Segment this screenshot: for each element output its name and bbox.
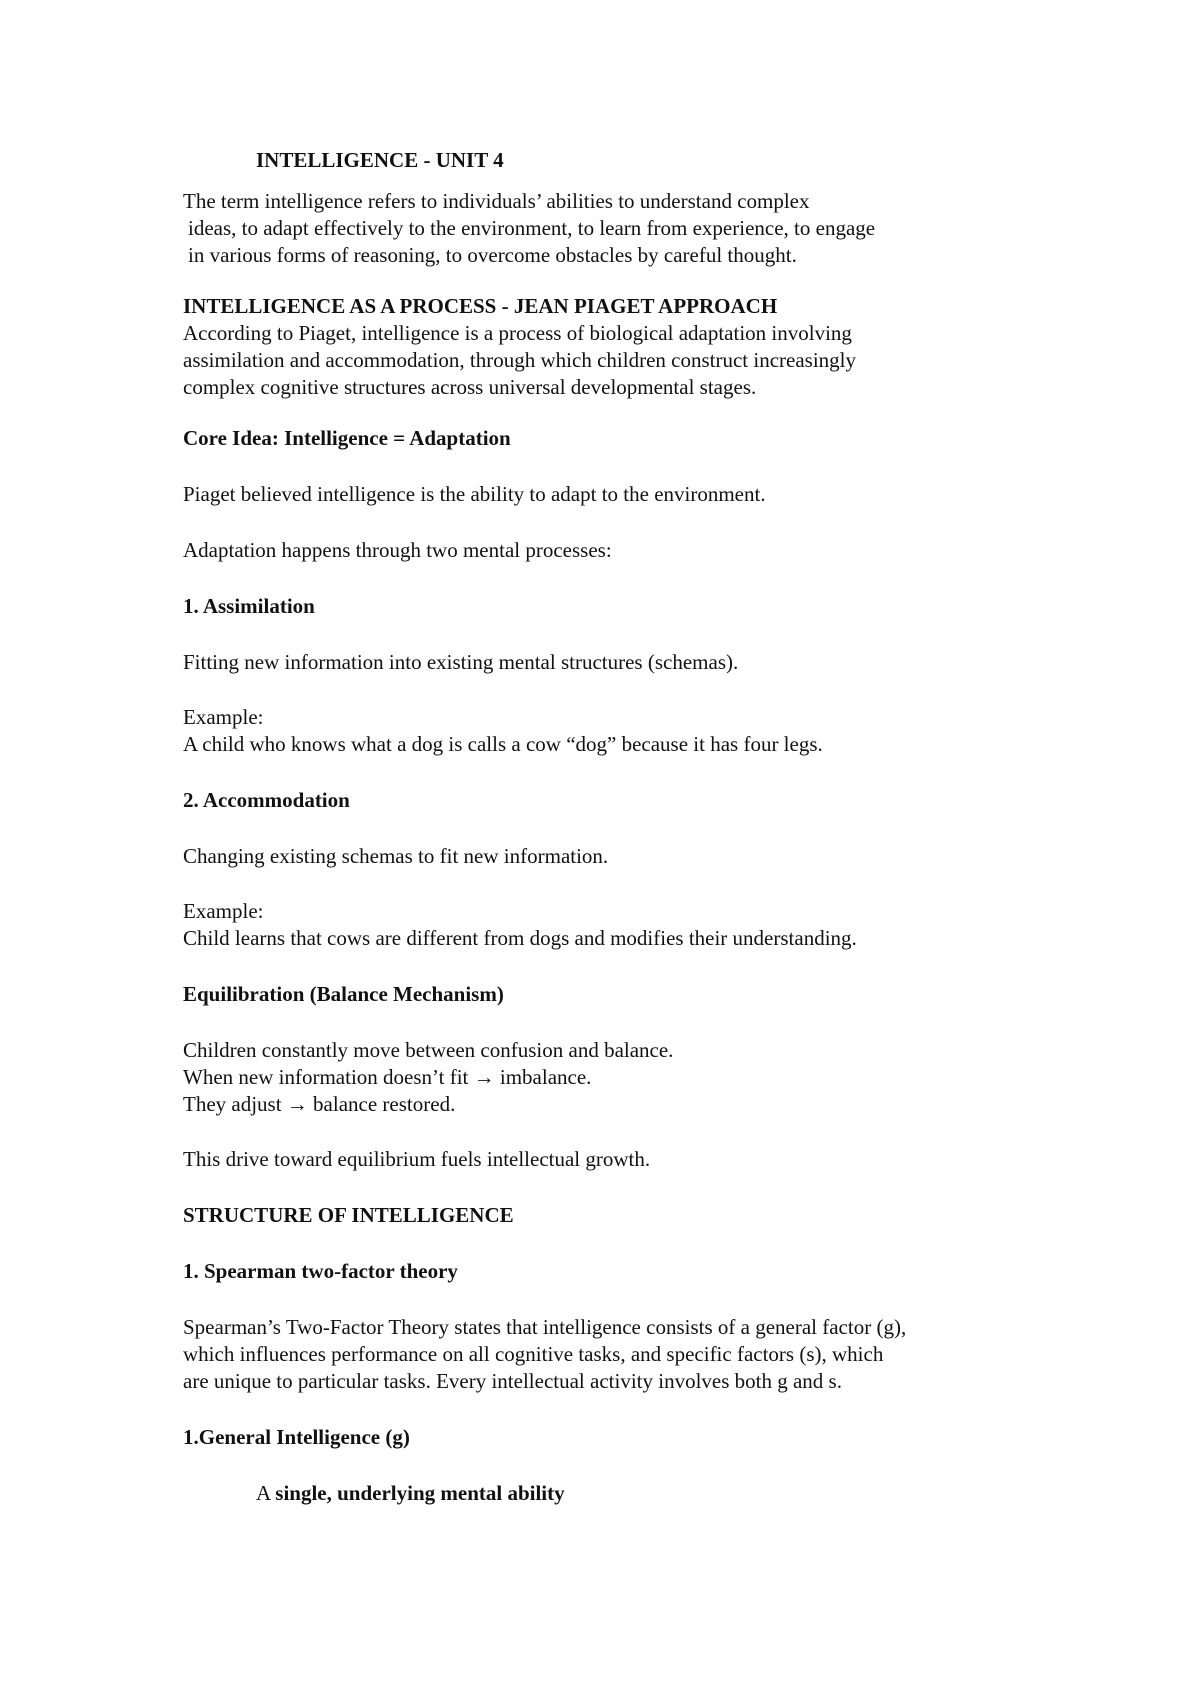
piaget-definition-line-1: According to Piaget, intelligence is a process of biological adaptation involving bbox=[183, 321, 852, 345]
spearman-heading: 1. Spearman two-factor theory bbox=[183, 1259, 458, 1283]
core-idea-heading: Core Idea: Intelligence = Adaptation bbox=[183, 426, 511, 450]
equilibration-summary: This drive toward equilibrium fuels intellectual growth. bbox=[183, 1147, 651, 1171]
accommodation-heading: 2. Accommodation bbox=[183, 788, 350, 812]
general-intelligence-point bbox=[256, 1480, 565, 1506]
adaptation-text: Adaptation happens through two mental processes: bbox=[183, 538, 612, 562]
spearman-text-line-2: which influences performance on all cognitive tasks, and specific factors (s), which bbox=[183, 1342, 884, 1366]
assimilation-text: Fitting new information into existing mental structures (schemas). bbox=[183, 650, 739, 674]
equilibration-line-3: They adjust → balance restored. bbox=[183, 1092, 456, 1116]
general-point-prefix: A bbox=[256, 1481, 276, 1505]
intro-line-1: The term intelligence refers to individuals’ abilities to understand complex bbox=[183, 189, 810, 213]
structure-heading: STRUCTURE OF INTELLIGENCE bbox=[183, 1203, 514, 1227]
assimilation-example-label: Example: bbox=[183, 705, 264, 729]
general-intelligence-heading: 1.General Intelligence (g) bbox=[183, 1425, 410, 1449]
spearman-text-line-3: are unique to particular tasks. Every intellectual activity involves both g and s. bbox=[183, 1369, 842, 1393]
equilibration-line-2: When new information doesn’t fit → imbalance. bbox=[183, 1065, 592, 1089]
equilibration-heading: Equilibration (Balance Mechanism) bbox=[183, 982, 504, 1006]
general-point-bold: single, underlying mental ability bbox=[275, 1481, 565, 1505]
spearman-text-line-1: Spearman’s Two-Factor Theory states that intelligence consists of a general factor (g), bbox=[183, 1315, 907, 1339]
core-idea-text: Piaget believed intelligence is the ability to adapt to the environment. bbox=[183, 482, 766, 506]
intro-line-3: in various forms of reasoning, to overcome obstacles by careful thought. bbox=[188, 243, 797, 267]
document-title: INTELLIGENCE - UNIT 4 bbox=[256, 148, 504, 172]
accommodation-example-label: Example: bbox=[183, 899, 264, 923]
equilibration-line-1: Children constantly move between confusion and balance. bbox=[183, 1038, 674, 1062]
intro-line-2: ideas, to adapt effectively to the environment, to learn from experience, to engage bbox=[188, 216, 876, 240]
accommodation-text: Changing existing schemas to fit new information. bbox=[183, 844, 609, 868]
accommodation-example-text: Child learns that cows are different from dogs and modifies their understanding. bbox=[183, 926, 857, 950]
piaget-definition-line-2: assimilation and accommodation, through which children construct increasingly bbox=[183, 348, 856, 372]
assimilation-heading: 1. Assimilation bbox=[183, 594, 315, 618]
assimilation-example-text: A child who knows what a dog is calls a cow “dog” because it has four legs. bbox=[183, 732, 823, 756]
piaget-definition-line-3: complex cognitive structures across universal developmental stages. bbox=[183, 375, 757, 399]
piaget-heading: INTELLIGENCE AS A PROCESS - JEAN PIAGET APPROACH bbox=[183, 294, 778, 318]
